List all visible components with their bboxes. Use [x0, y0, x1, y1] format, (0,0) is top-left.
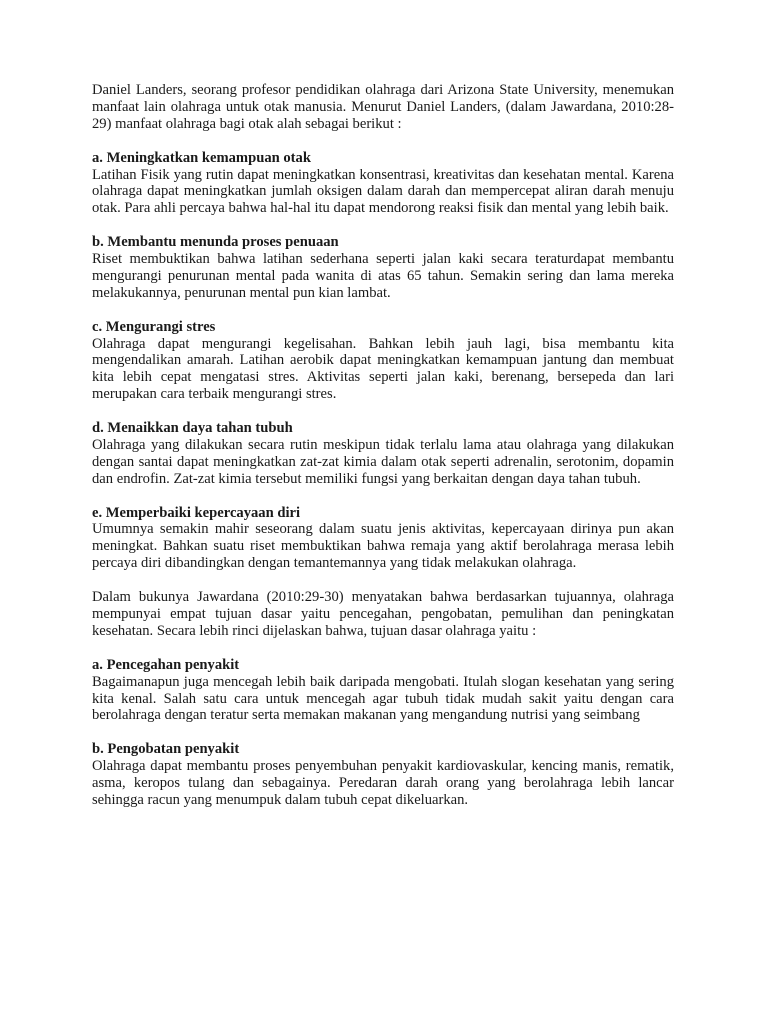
benefit-heading: b. Membantu menunda proses penuaan: [92, 234, 339, 251]
purpose-heading: b. Pengobatan penyakit: [92, 741, 240, 758]
benefit-section-d: [92, 420, 674, 488]
purpose-intro-paragraph: Dalam bukunya Jawardana (2010:29-30) menyatakan bahwa berdasarkan tujuannya, olahraga mempunyai empat tujuan dasar yaitu pencegahan, pengobatan, pemulihan dan peningkatan kesehatan. Secara lebih rinci dijelaskan bahwa, tujuan dasar olahraga yaitu :: [92, 589, 674, 639]
benefit-heading: a. Meningkatkan kemampuan otak: [92, 149, 311, 166]
intro-paragraph: Daniel Landers, seorang profesor pendidikan olahraga dari Arizona State University, menemukan manfaat lain olahraga untuk otak manusia. Menurut Daniel Landers, (dalam Jawardana, 2010:28-29) manfaat olahraga bagi otak alah sebagai berikut :: [92, 82, 674, 132]
purpose-heading: a. Pencegahan penyakit: [92, 656, 240, 673]
benefit-section-e: [92, 505, 674, 573]
benefit-section-c: [92, 319, 674, 404]
benefit-section-b: [92, 234, 674, 302]
purpose-section-a: [92, 657, 674, 725]
benefit-body: Olahraga dapat mengurangi kegelisahan. Bahkan lebih jauh lagi, bisa membantu kita mengendalikan amarah. Latihan aerobik dapat meningkatkan kemampuan jantung dan membuat kita lebih cepat mengatasi stres. Aktivitas seperti jalan kaki, berenang, bersepeda dan lari merupakan cara terbaik mengurangi stres.: [92, 335, 674, 403]
benefit-heading: e. Memperbaiki kepercayaan diri: [92, 504, 301, 521]
purpose-body: Olahraga dapat membantu proses penyembuhan penyakit kardiovaskular, kencing manis, rematik, asma, keropos tulang dan sebagainya. Peredaran darah orang yang berolahraga lebih lancar sehingga racun yang menumpuk dalam tubuh cepat dikeluarkan.: [92, 758, 674, 808]
benefit-body: Latihan Fisik yang rutin dapat meningkatkan konsentrasi, kreativitas dan kesehatan mental. Karena olahraga dapat meningkatkan jumlah oksigen dalam darah dan mempercepat aliran darah menuju otak. Para ahli percaya bahwa hal-hal itu dapat mendorong reaksi fisik dan mental yang lebih baik.: [92, 166, 674, 217]
benefit-section-a: [92, 150, 674, 218]
purpose-body: Bagaimanapun juga mencegah lebih baik daripada mengobati. Itulah slogan kesehatan yang sering kita kenal. Salah satu cara untuk mencegah agar tubuh tidak mudah sakit yaitu dengan cara berolahraga dengan teratur serta memakan makanan yang mengandung nutrisi yang seimbang: [92, 673, 674, 724]
benefit-heading: c. Mengurangi stres: [92, 318, 216, 335]
benefit-body: Olahraga yang dilakukan secara rutin meskipun tidak terlalu lama atau olahraga yang dilakukan dengan santai dapat meningkatkan zat-zat kimia dalam otak seperti adrenalin, serotonim, dopamin dan endrofin. Zat-zat kimia tersebut memiliki fungsi yang berkaitan dengan daya tahan tubuh.: [92, 436, 674, 487]
benefit-body: Umumnya semakin mahir seseorang dalam suatu jenis aktivitas, kepercayaan dirinya pun akan meningkat. Bahkan suatu riset membuktikan bahwa remaja yang aktif berolahraga merasa lebih percaya diri dibandingkan dengan temantemannya yang tidak melakukan olahraga.: [92, 521, 674, 572]
benefit-body: Riset membuktikan bahwa latihan sederhana seperti jalan kaki secara teraturdapat membantu mengurangi penurunan mental pada wanita di atas 65 tahun. Semakin sering dan lama mereka melakukannya, penurunan mental pun kian lambat.: [92, 251, 674, 301]
purpose-section-b: [92, 741, 674, 809]
document-page: [92, 82, 674, 826]
benefit-heading: d. Menaikkan daya tahan tubuh: [92, 420, 293, 437]
